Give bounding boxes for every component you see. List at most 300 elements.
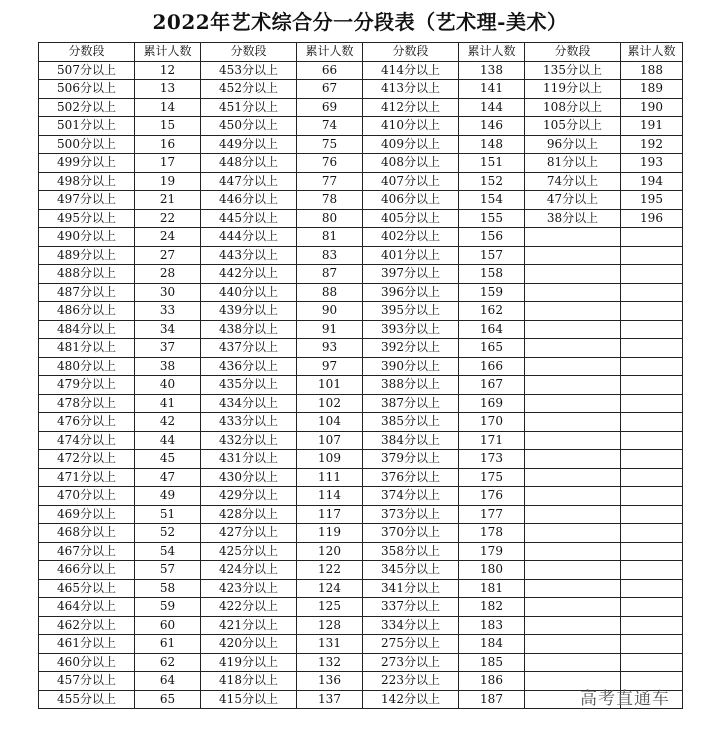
score-cell: 484分以上 [39, 320, 135, 339]
count-cell: 51 [135, 505, 201, 524]
score-cell: 465分以上 [39, 579, 135, 598]
score-cell [525, 320, 621, 339]
score-cell: 418分以上 [201, 672, 297, 691]
count-cell: 80 [297, 209, 363, 228]
count-cell: 90 [297, 302, 363, 321]
count-cell: 24 [135, 228, 201, 247]
count-cell [621, 302, 683, 321]
score-cell [525, 542, 621, 561]
count-cell: 158 [459, 265, 525, 284]
score-cell [525, 653, 621, 672]
table-row [39, 561, 683, 580]
count-cell [621, 431, 683, 450]
column-header-count: 累计人数 [459, 43, 525, 62]
score-cell: 431分以上 [201, 450, 297, 469]
count-cell: 45 [135, 450, 201, 469]
count-cell: 175 [459, 468, 525, 487]
count-cell: 76 [297, 154, 363, 173]
score-cell: 405分以上 [363, 209, 459, 228]
table-row [39, 98, 683, 117]
score-cell: 457分以上 [39, 672, 135, 691]
count-cell: 91 [297, 320, 363, 339]
count-cell: 193 [621, 154, 683, 173]
table-row [39, 80, 683, 99]
count-cell: 155 [459, 209, 525, 228]
count-cell: 119 [297, 524, 363, 543]
score-cell: 420分以上 [201, 635, 297, 654]
table-row [39, 376, 683, 395]
score-cell: 449分以上 [201, 135, 297, 154]
score-cell: 486分以上 [39, 302, 135, 321]
count-cell: 195 [621, 191, 683, 210]
count-cell [621, 579, 683, 598]
score-cell [525, 561, 621, 580]
score-cell: 425分以上 [201, 542, 297, 561]
column-header-score: 分数段 [39, 43, 135, 62]
score-cell: 406分以上 [363, 191, 459, 210]
page-title: 2022年艺术综合分一分段表（艺术理-美术） [152, 10, 568, 34]
score-cell: 412分以上 [363, 98, 459, 117]
count-cell: 107 [297, 431, 363, 450]
score-cell: 384分以上 [363, 431, 459, 450]
score-cell: 422分以上 [201, 598, 297, 617]
score-cell: 478分以上 [39, 394, 135, 413]
table-row [39, 265, 683, 284]
score-cell: 358分以上 [363, 542, 459, 561]
count-cell: 109 [297, 450, 363, 469]
count-cell [621, 283, 683, 302]
score-cell [525, 228, 621, 247]
count-cell: 69 [297, 98, 363, 117]
count-cell [621, 542, 683, 561]
column-header-count: 累计人数 [135, 43, 201, 62]
score-cell: 410分以上 [363, 117, 459, 136]
count-cell: 83 [297, 246, 363, 265]
column-header-count: 累计人数 [297, 43, 363, 62]
count-cell: 66 [297, 61, 363, 80]
count-cell: 74 [297, 117, 363, 136]
score-cell: 499分以上 [39, 154, 135, 173]
score-cell: 385分以上 [363, 413, 459, 432]
count-cell: 170 [459, 413, 525, 432]
count-cell: 171 [459, 431, 525, 450]
score-cell: 370分以上 [363, 524, 459, 543]
score-cell: 462分以上 [39, 616, 135, 635]
count-cell: 21 [135, 191, 201, 210]
score-table [38, 42, 683, 709]
score-cell: 393分以上 [363, 320, 459, 339]
count-cell [621, 598, 683, 617]
score-cell: 413分以上 [363, 80, 459, 99]
count-cell: 87 [297, 265, 363, 284]
score-cell: 376分以上 [363, 468, 459, 487]
score-cell: 408分以上 [363, 154, 459, 173]
count-cell: 138 [459, 61, 525, 80]
score-cell: 397分以上 [363, 265, 459, 284]
score-cell: 447分以上 [201, 172, 297, 191]
score-cell: 501分以上 [39, 117, 135, 136]
table-row [39, 320, 683, 339]
table-row [39, 191, 683, 210]
watermark-text: 高考直通车 [580, 689, 670, 709]
table-row [39, 394, 683, 413]
count-cell [621, 228, 683, 247]
score-cell: 273分以上 [363, 653, 459, 672]
count-cell: 120 [297, 542, 363, 561]
score-cell: 142分以上 [363, 690, 459, 709]
score-cell: 442分以上 [201, 265, 297, 284]
count-cell: 64 [135, 672, 201, 691]
score-cell: 415分以上 [201, 690, 297, 709]
table-row [39, 579, 683, 598]
score-cell: 487分以上 [39, 283, 135, 302]
score-cell [525, 246, 621, 265]
table-row [39, 413, 683, 432]
score-cell: 498分以上 [39, 172, 135, 191]
table-row [39, 135, 683, 154]
score-cell: 476分以上 [39, 413, 135, 432]
table-row [39, 598, 683, 617]
table-row [39, 283, 683, 302]
count-cell [621, 653, 683, 672]
count-cell: 102 [297, 394, 363, 413]
score-cell [525, 450, 621, 469]
column-header-count: 累计人数 [621, 43, 683, 62]
table-row [39, 357, 683, 376]
count-cell: 41 [135, 394, 201, 413]
score-cell: 119分以上 [525, 80, 621, 99]
count-cell: 57 [135, 561, 201, 580]
score-cell [525, 579, 621, 598]
count-cell [621, 487, 683, 506]
score-cell [525, 524, 621, 543]
score-cell: 428分以上 [201, 505, 297, 524]
score-cell [525, 413, 621, 432]
count-cell: 188 [621, 61, 683, 80]
count-cell [621, 635, 683, 654]
score-cell: 223分以上 [363, 672, 459, 691]
score-cell: 74分以上 [525, 172, 621, 191]
score-cell [525, 431, 621, 450]
count-cell: 181 [459, 579, 525, 598]
count-cell [621, 561, 683, 580]
score-cell: 387分以上 [363, 394, 459, 413]
count-cell [621, 320, 683, 339]
count-cell: 192 [621, 135, 683, 154]
count-cell: 117 [297, 505, 363, 524]
score-cell [525, 376, 621, 395]
score-cell: 414分以上 [363, 61, 459, 80]
score-cell [525, 302, 621, 321]
score-cell: 502分以上 [39, 98, 135, 117]
score-cell [525, 394, 621, 413]
count-cell: 137 [297, 690, 363, 709]
score-cell: 468分以上 [39, 524, 135, 543]
count-cell [621, 450, 683, 469]
score-cell [525, 487, 621, 506]
score-cell: 429分以上 [201, 487, 297, 506]
column-header-score: 分数段 [525, 43, 621, 62]
count-cell: 167 [459, 376, 525, 395]
score-cell: 443分以上 [201, 246, 297, 265]
score-cell: 345分以上 [363, 561, 459, 580]
score-cell: 432分以上 [201, 431, 297, 450]
count-cell [621, 505, 683, 524]
count-cell: 44 [135, 431, 201, 450]
count-cell: 93 [297, 339, 363, 358]
score-cell: 471分以上 [39, 468, 135, 487]
count-cell [621, 246, 683, 265]
score-cell: 96分以上 [525, 135, 621, 154]
score-cell: 467分以上 [39, 542, 135, 561]
table-row [39, 339, 683, 358]
score-cell: 427分以上 [201, 524, 297, 543]
count-cell: 49 [135, 487, 201, 506]
score-cell: 464分以上 [39, 598, 135, 617]
table-row [39, 505, 683, 524]
count-cell: 151 [459, 154, 525, 173]
score-cell: 452分以上 [201, 80, 297, 99]
table-row [39, 616, 683, 635]
count-cell: 75 [297, 135, 363, 154]
score-cell: 450分以上 [201, 117, 297, 136]
count-cell [621, 357, 683, 376]
count-cell: 194 [621, 172, 683, 191]
count-cell [621, 616, 683, 635]
count-cell: 34 [135, 320, 201, 339]
table-row [39, 61, 683, 80]
score-cell: 47分以上 [525, 191, 621, 210]
score-cell: 421分以上 [201, 616, 297, 635]
score-cell: 81分以上 [525, 154, 621, 173]
score-cell: 488分以上 [39, 265, 135, 284]
score-cell: 419分以上 [201, 653, 297, 672]
score-cell [525, 616, 621, 635]
table-header-row [39, 43, 683, 62]
score-cell: 479分以上 [39, 376, 135, 395]
score-cell: 453分以上 [201, 61, 297, 80]
score-cell: 469分以上 [39, 505, 135, 524]
count-cell: 156 [459, 228, 525, 247]
score-cell: 374分以上 [363, 487, 459, 506]
count-cell: 179 [459, 542, 525, 561]
score-cell: 438分以上 [201, 320, 297, 339]
count-cell: 157 [459, 246, 525, 265]
count-cell: 165 [459, 339, 525, 358]
count-cell: 78 [297, 191, 363, 210]
score-cell: 444分以上 [201, 228, 297, 247]
count-cell: 58 [135, 579, 201, 598]
score-cell: 480分以上 [39, 357, 135, 376]
count-cell: 22 [135, 209, 201, 228]
score-cell: 497分以上 [39, 191, 135, 210]
score-cell: 455分以上 [39, 690, 135, 709]
count-cell: 176 [459, 487, 525, 506]
score-cell: 388分以上 [363, 376, 459, 395]
score-cell [525, 283, 621, 302]
count-cell: 186 [459, 672, 525, 691]
score-cell: 395分以上 [363, 302, 459, 321]
score-cell: 466分以上 [39, 561, 135, 580]
count-cell: 13 [135, 80, 201, 99]
score-cell: 451分以上 [201, 98, 297, 117]
count-cell: 114 [297, 487, 363, 506]
count-cell: 144 [459, 98, 525, 117]
count-cell: 184 [459, 635, 525, 654]
score-cell: 401分以上 [363, 246, 459, 265]
table-row [39, 172, 683, 191]
count-cell: 131 [297, 635, 363, 654]
score-cell: 461分以上 [39, 635, 135, 654]
table-row [39, 635, 683, 654]
table-body [39, 61, 683, 709]
count-cell: 124 [297, 579, 363, 598]
count-cell: 111 [297, 468, 363, 487]
count-cell: 173 [459, 450, 525, 469]
count-cell: 97 [297, 357, 363, 376]
column-header-score: 分数段 [201, 43, 297, 62]
score-cell: 275分以上 [363, 635, 459, 654]
count-cell: 61 [135, 635, 201, 654]
score-cell: 407分以上 [363, 172, 459, 191]
table-row [39, 246, 683, 265]
table-row [39, 117, 683, 136]
count-cell: 180 [459, 561, 525, 580]
score-cell: 495分以上 [39, 209, 135, 228]
count-cell [621, 376, 683, 395]
count-cell: 177 [459, 505, 525, 524]
count-cell [621, 413, 683, 432]
count-cell: 28 [135, 265, 201, 284]
score-cell: 507分以上 [39, 61, 135, 80]
table-row [39, 450, 683, 469]
score-cell: 135分以上 [525, 61, 621, 80]
count-cell: 30 [135, 283, 201, 302]
count-cell: 189 [621, 80, 683, 99]
count-cell [621, 265, 683, 284]
count-cell: 159 [459, 283, 525, 302]
table-row [39, 468, 683, 487]
table-row [39, 431, 683, 450]
count-cell: 136 [297, 672, 363, 691]
score-cell [525, 598, 621, 617]
score-cell: 437分以上 [201, 339, 297, 358]
score-cell: 445分以上 [201, 209, 297, 228]
count-cell: 146 [459, 117, 525, 136]
count-cell [621, 468, 683, 487]
count-cell: 196 [621, 209, 683, 228]
count-cell: 59 [135, 598, 201, 617]
score-cell [525, 468, 621, 487]
count-cell: 125 [297, 598, 363, 617]
score-cell: 440分以上 [201, 283, 297, 302]
count-cell: 148 [459, 135, 525, 154]
score-cell: 409分以上 [363, 135, 459, 154]
count-cell: 152 [459, 172, 525, 191]
count-cell: 191 [621, 117, 683, 136]
score-cell: 433分以上 [201, 413, 297, 432]
count-cell [621, 394, 683, 413]
count-cell: 162 [459, 302, 525, 321]
count-cell: 12 [135, 61, 201, 80]
score-cell: 108分以上 [525, 98, 621, 117]
score-cell: 373分以上 [363, 505, 459, 524]
score-cell: 439分以上 [201, 302, 297, 321]
score-cell: 500分以上 [39, 135, 135, 154]
score-cell: 402分以上 [363, 228, 459, 247]
table-row [39, 524, 683, 543]
score-cell: 423分以上 [201, 579, 297, 598]
score-cell: 430分以上 [201, 468, 297, 487]
score-cell: 396分以上 [363, 283, 459, 302]
score-cell: 379分以上 [363, 450, 459, 469]
count-cell: 185 [459, 653, 525, 672]
score-cell [525, 357, 621, 376]
score-cell: 460分以上 [39, 653, 135, 672]
score-cell: 334分以上 [363, 616, 459, 635]
score-cell [525, 265, 621, 284]
score-cell: 446分以上 [201, 191, 297, 210]
score-cell: 506分以上 [39, 80, 135, 99]
count-cell: 67 [297, 80, 363, 99]
score-cell: 490分以上 [39, 228, 135, 247]
count-cell: 54 [135, 542, 201, 561]
score-cell: 105分以上 [525, 117, 621, 136]
count-cell: 27 [135, 246, 201, 265]
count-cell: 183 [459, 616, 525, 635]
count-cell: 132 [297, 653, 363, 672]
count-cell: 178 [459, 524, 525, 543]
table-row [39, 542, 683, 561]
count-cell: 166 [459, 357, 525, 376]
count-cell [621, 524, 683, 543]
score-cell: 341分以上 [363, 579, 459, 598]
count-cell: 40 [135, 376, 201, 395]
count-cell: 38 [135, 357, 201, 376]
count-cell: 101 [297, 376, 363, 395]
count-cell: 65 [135, 690, 201, 709]
count-cell: 104 [297, 413, 363, 432]
count-cell: 47 [135, 468, 201, 487]
count-cell: 33 [135, 302, 201, 321]
count-cell: 187 [459, 690, 525, 709]
score-cell: 436分以上 [201, 357, 297, 376]
count-cell: 60 [135, 616, 201, 635]
table-row [39, 487, 683, 506]
count-cell: 62 [135, 653, 201, 672]
column-header-score: 分数段 [363, 43, 459, 62]
table-row [39, 154, 683, 173]
score-cell: 392分以上 [363, 339, 459, 358]
score-cell [525, 505, 621, 524]
count-cell: 164 [459, 320, 525, 339]
count-cell: 190 [621, 98, 683, 117]
score-cell [525, 635, 621, 654]
table-row [39, 302, 683, 321]
score-cell: 424分以上 [201, 561, 297, 580]
count-cell: 154 [459, 191, 525, 210]
count-cell: 169 [459, 394, 525, 413]
score-cell: 448分以上 [201, 154, 297, 173]
count-cell: 14 [135, 98, 201, 117]
count-cell: 16 [135, 135, 201, 154]
count-cell [621, 339, 683, 358]
count-cell: 37 [135, 339, 201, 358]
table-row [39, 653, 683, 672]
table-row [39, 209, 683, 228]
count-cell: 122 [297, 561, 363, 580]
count-cell: 19 [135, 172, 201, 191]
